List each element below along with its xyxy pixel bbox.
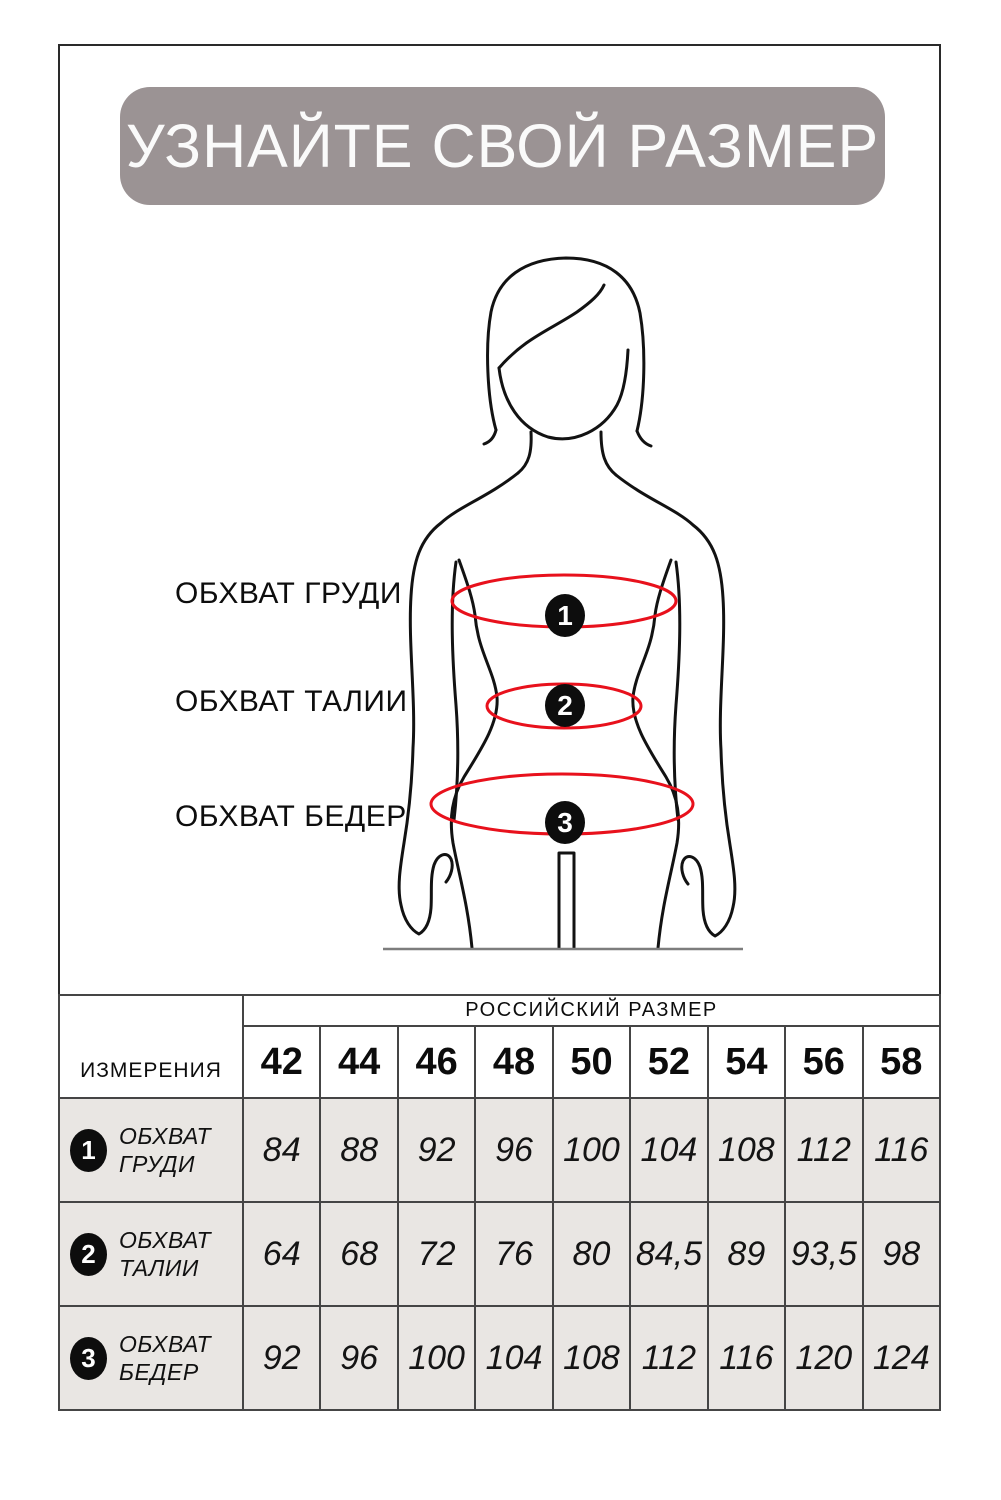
neck-right [601,432,616,475]
bust-value: 88 [320,1098,397,1202]
row-3-label: ОБХВАТ БЕДЕР [119,1331,212,1385]
bust-value: 96 [475,1098,552,1202]
size-col-42: 42 [243,1026,320,1098]
hips-label: ОБХВАТ БЕДЕР [175,800,407,833]
waist-value: 80 [553,1202,630,1306]
row-2-label: ОБХВАТ ТАЛИИ [119,1227,212,1281]
row-1-number-badge: 1 [70,1129,107,1172]
hips-value: 116 [708,1306,785,1410]
waist-value: 68 [320,1202,397,1306]
size-table [58,994,941,1411]
marker-2-badge: 2 [545,684,585,727]
bust-value: 116 [863,1098,941,1202]
leg-gap [559,853,574,948]
marker-1-badge: 1 [545,594,585,637]
hips-value: 124 [863,1306,941,1410]
face-outline [499,350,628,439]
marker-3-badge: 3 [545,801,585,844]
hips-value: 100 [398,1306,475,1410]
size-col-56: 56 [785,1026,862,1098]
hips-value: 96 [320,1306,397,1410]
bang-line [499,285,604,368]
hair-flick-left [484,430,496,444]
bust-value: 100 [553,1098,630,1202]
hair-flick-right [637,431,651,446]
bust-value: 108 [708,1098,785,1202]
row-1-label: ОБХВАТ ГРУДИ [119,1123,212,1177]
waist-label: ОБХВАТ ТАЛИИ [175,685,408,718]
waist-value: 89 [708,1202,785,1306]
table-row-hips [59,1306,940,1410]
size-col-58: 58 [863,1026,941,1098]
measurements-header: ИЗМЕРЕНИЯ [59,995,243,1098]
torso-right [633,560,679,948]
bust-value: 104 [630,1098,707,1202]
page-title: УЗНАЙТЕ СВОЙ РАЗМЕР [125,112,880,180]
table-row-waist [59,1202,940,1306]
waist-value: 76 [475,1202,552,1306]
hips-value: 120 [785,1306,862,1410]
hips-value: 112 [630,1306,707,1410]
bust-value: 112 [785,1098,862,1202]
waist-value: 84,5 [630,1202,707,1306]
size-col-44: 44 [320,1026,397,1098]
waist-value: 72 [398,1202,475,1306]
russian-size-header: РОССИЙСКИЙ РАЗМЕР [243,995,940,1026]
bust-value: 84 [243,1098,320,1202]
size-col-48: 48 [475,1026,552,1098]
waist-value: 93,5 [785,1202,862,1306]
hips-value: 108 [553,1306,630,1410]
hips-value: 104 [475,1306,552,1410]
neck-left [518,432,531,473]
bust-label: ОБХВАТ ГРУДИ [175,577,402,610]
waist-value: 64 [243,1202,320,1306]
hips-value: 92 [243,1306,320,1410]
table-row-bust [59,1098,940,1202]
size-col-52: 52 [630,1026,707,1098]
size-col-54: 54 [708,1026,785,1098]
bust-value: 92 [398,1098,475,1202]
row-2-number-badge: 2 [70,1233,107,1276]
waist-value: 98 [863,1202,941,1306]
size-col-46: 46 [398,1026,475,1098]
row-3-number-badge: 3 [70,1337,107,1380]
size-col-50: 50 [553,1026,630,1098]
